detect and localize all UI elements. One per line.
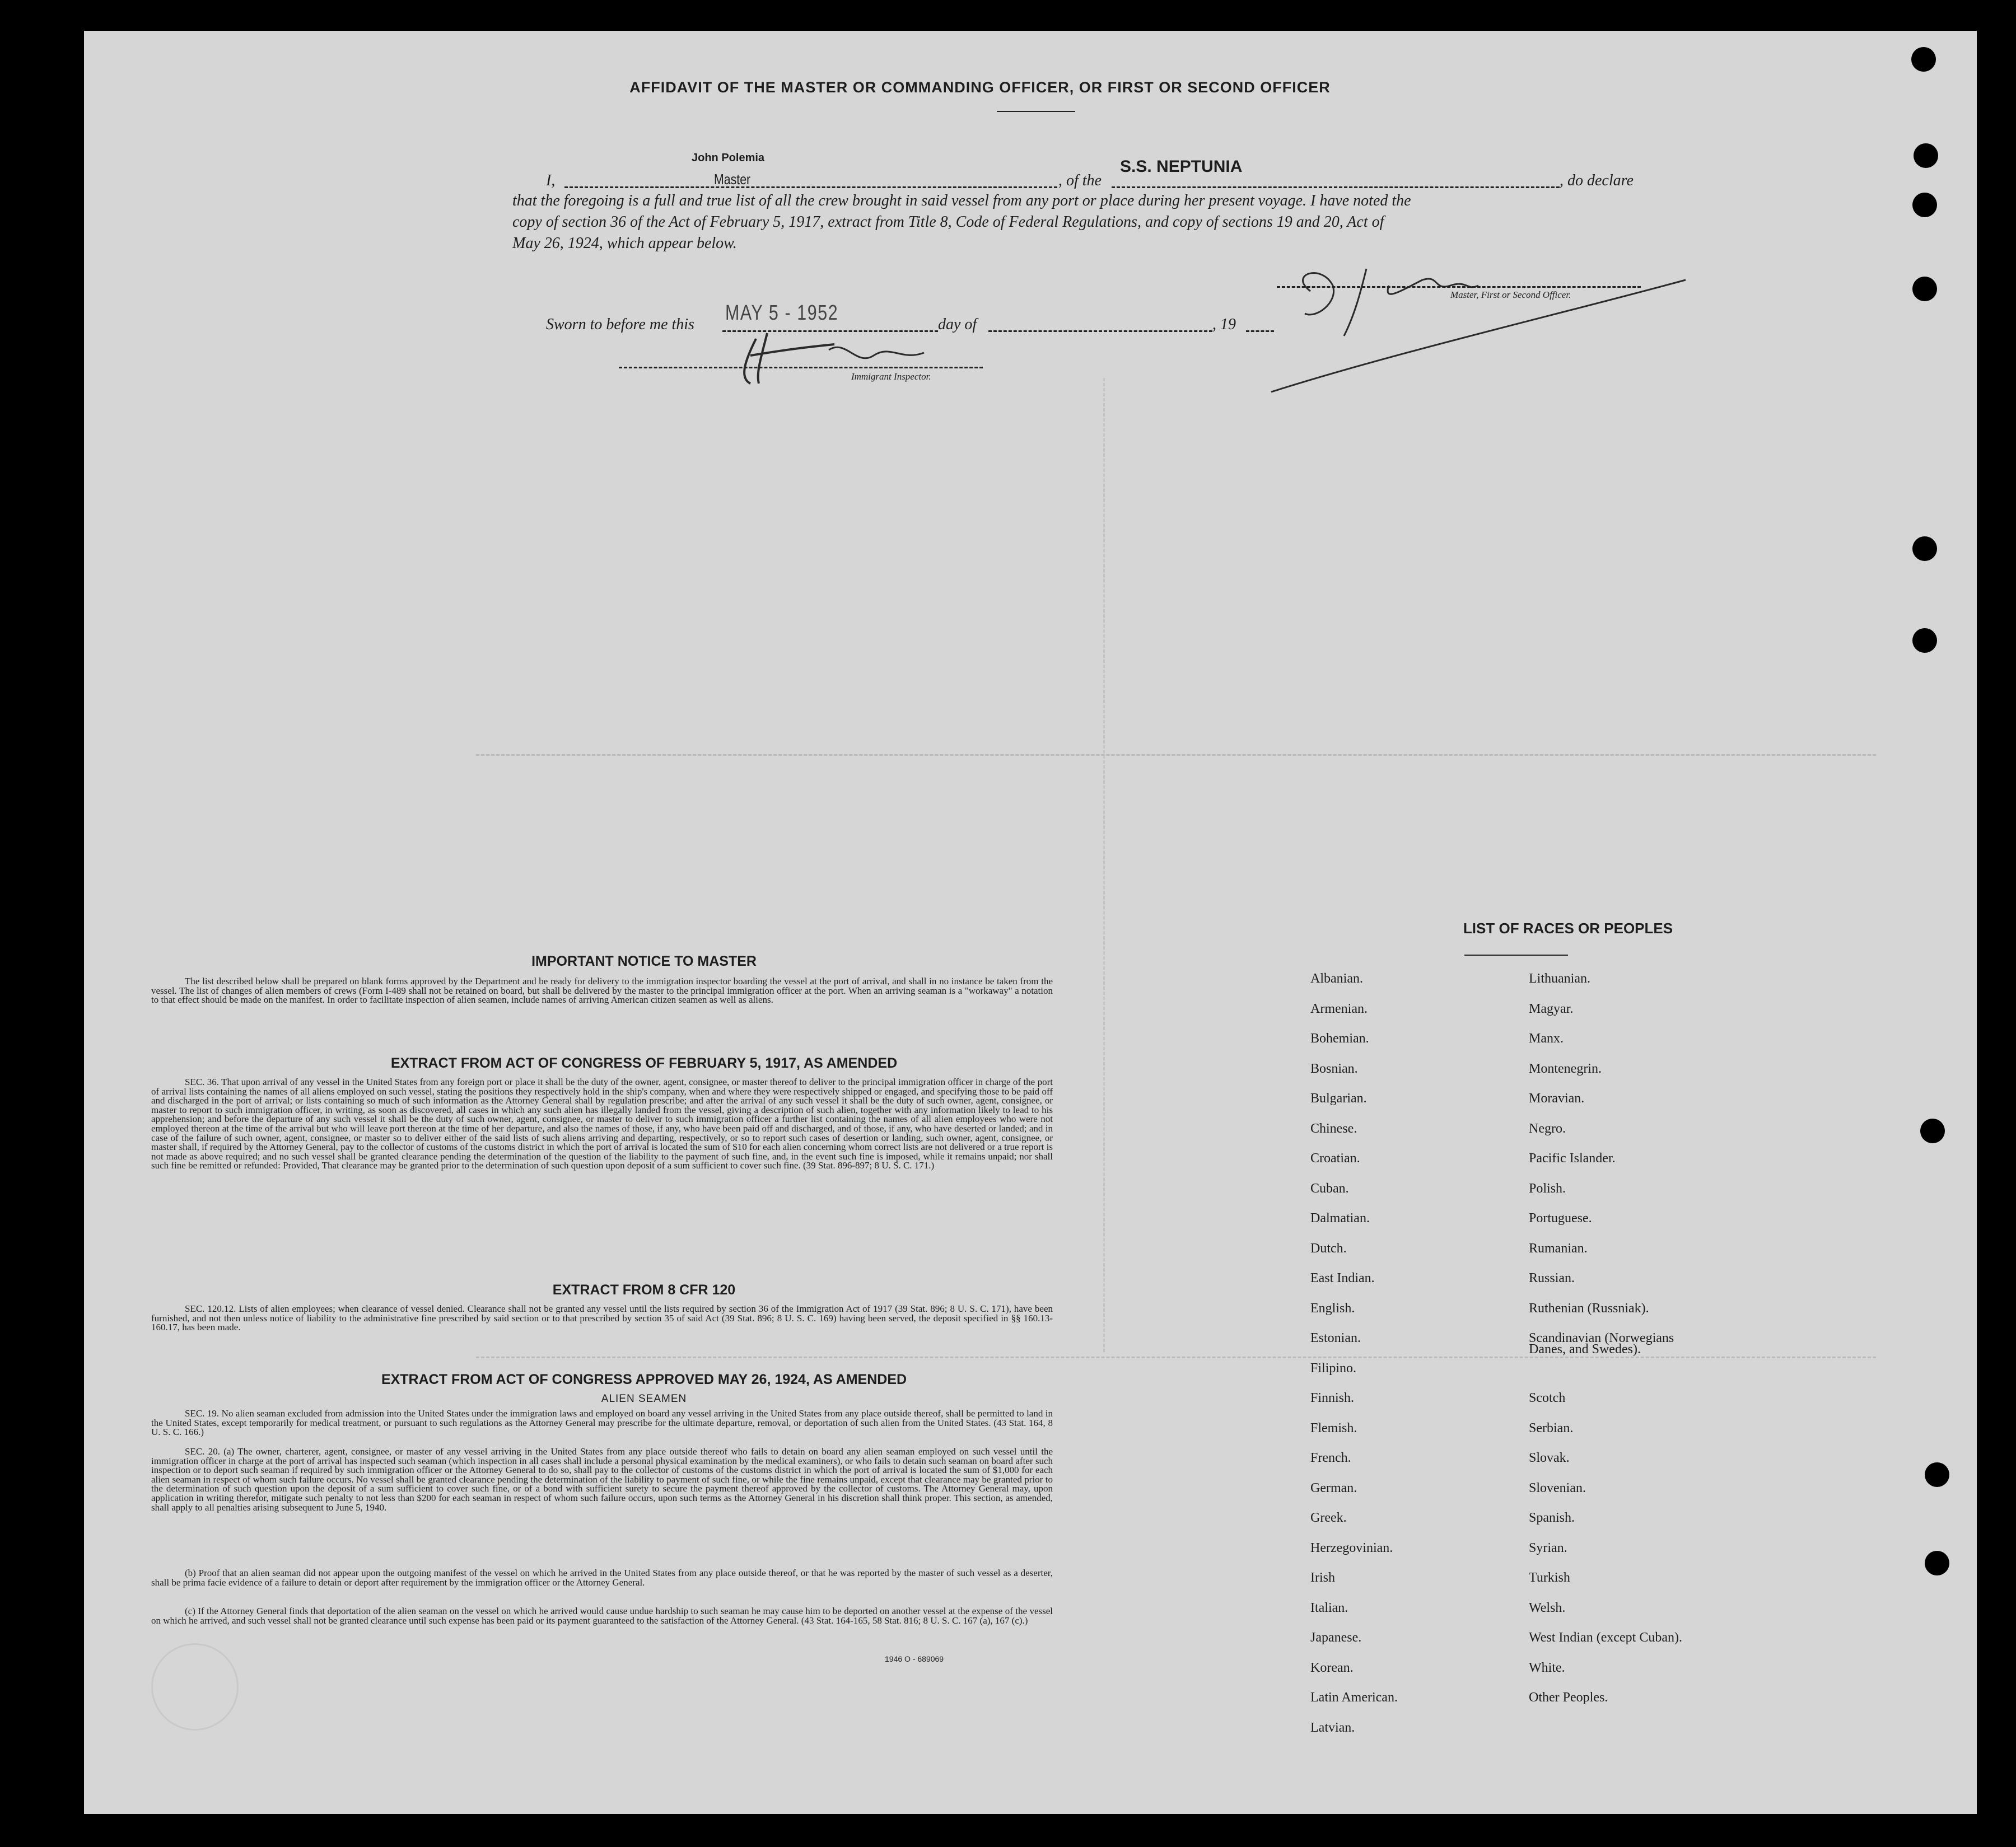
inspector-caption: Immigrant Inspector.: [851, 371, 931, 382]
race-right-item: Serbian.: [1529, 1420, 1574, 1435]
race-left-item: Chinese.: [1310, 1121, 1357, 1136]
master-signature-line: [1277, 286, 1641, 288]
race-left-item: Irish: [1310, 1570, 1335, 1585]
race-right-item: Spanish.: [1529, 1511, 1575, 1525]
race-left-item: Filipino.: [1310, 1360, 1357, 1376]
race-right-item: Rumanian.: [1529, 1241, 1588, 1256]
extract-cfr-text: SEC. 120.12. Lists of alien employees; when clearance of vessel denied. Clearance shall not be granted any vessel until the lists required by section 36 of the Immigration Act of 1917 (39 Stat. 896; 8 U. S. C. 171), have been furnished, and not then unless notice of liability to the administrative fine prescribed by said section or to that prescribed by section 35 of said Act (39 Stat. 896; 8 U. S. C. 169) having been served, the deposit specified in §§ 160.13-160.17, has been made.: [151, 1303, 1053, 1333]
race-right-item: Lithuanian.: [1529, 971, 1590, 986]
races-title-underline: [1464, 955, 1568, 956]
race-left-item: Bohemian.: [1310, 1031, 1369, 1046]
race-scandinavian-continued: Danes, and Swedes).: [1529, 1342, 1641, 1357]
bleed-through-column: [1103, 378, 1105, 1352]
race-right-item: Scotch: [1529, 1391, 1566, 1405]
race-left-item: Herzegovinian.: [1310, 1540, 1393, 1555]
master-caption: Master, First or Second Officer.: [1450, 289, 1571, 300]
race-left-item: Japanese.: [1310, 1630, 1362, 1645]
race-left-item: Albanian.: [1310, 971, 1363, 986]
race-right-item: Russian.: [1529, 1271, 1575, 1285]
race-left-item: Croatian.: [1310, 1151, 1360, 1166]
race-left-item: Cuban.: [1310, 1181, 1349, 1196]
day-of-line: [988, 330, 1212, 332]
document-page: [84, 31, 1977, 1814]
bleed-through-row: [476, 754, 1876, 756]
binder-hole: [1912, 536, 1937, 561]
binder-hole: [1911, 47, 1936, 72]
year-label: , 19: [1212, 316, 1236, 333]
i-label: I,: [546, 172, 556, 189]
binder-hole: [1925, 1462, 1949, 1487]
race-right-item: Manx.: [1529, 1031, 1564, 1046]
race-right-item: Slovenian.: [1529, 1480, 1586, 1495]
race-left-item: Latvian.: [1310, 1720, 1355, 1735]
race-right-item: Pacific Islander.: [1529, 1151, 1616, 1166]
race-right-item: Slovak.: [1529, 1451, 1570, 1465]
race-right-item: Portuguese.: [1529, 1211, 1592, 1226]
races-title: LIST OF RACES OR PEOPLES: [1463, 920, 1673, 937]
binder-hole: [1912, 628, 1937, 653]
race-left-item: Dutch.: [1310, 1241, 1347, 1256]
race-left-item: Latin American.: [1310, 1690, 1398, 1705]
race-left-item: Greek.: [1310, 1511, 1347, 1525]
affidavit-body-line-3: May 26, 1924, which appear below.: [512, 235, 737, 252]
vessel-filled: S.S. NEPTUNIA: [1120, 157, 1243, 176]
race-right-item: Magyar.: [1529, 1001, 1574, 1016]
sworn-date-stamp: MAY 5 - 1952: [725, 301, 839, 325]
binder-hole: [1912, 193, 1937, 217]
binder-hole: [1912, 277, 1937, 301]
race-left-item: Armenian.: [1310, 1001, 1368, 1016]
extract-1924-sec19: SEC. 19. No alien seaman excluded from admission into the United States under the immigration laws and employed on board any vessel arriving in the United States from any place outside thereof, shall be permitted to land in the United States, except temporarily for medical treatment, or pursuant to such regulations as the Attorney General may prescribe for the ultimate departure, removal, or deportation of such alien from the United States. (43 Stat. 164, 8 U. S. C. 166.): [151, 1408, 1053, 1438]
title-underline: [997, 111, 1075, 112]
faint-circular-stamp: [151, 1643, 239, 1731]
extract-cfr-title: EXTRACT FROM 8 CFR 120: [552, 1282, 736, 1298]
extract-1924-sec20c: (c) If the Attorney General finds that deportation of the alien seaman on the vessel on which he arrived would cause undue hardship to such seaman he may cause him to be deported on another vessel at the expense of the vessel on which he arrived, and such vessel shall not be granted clearance until such expense has been paid or its payment guaranteed to the satisfaction of the Attorney General. (43 Stat. 164-165, 58 Stat. 816; 8 U. S. C. 167 (a), 167 (c).): [151, 1606, 1053, 1626]
do-declare-label: , do declare: [1560, 172, 1634, 189]
race-left-item: East Indian.: [1310, 1271, 1375, 1285]
extract-1917-title: EXTRACT FROM ACT OF CONGRESS OF FEBRUARY 5, 1917, AS AMENDED: [390, 1055, 898, 1071]
master-signature: [1254, 252, 1702, 398]
extract-1917-text: SEC. 36. That upon arrival of any vessel in the United States from any foreign port or place it shall be the duty of the owner, agent, consignee, or master thereof to deliver to the principal immigration officer in charge of the port of arrival lists containing the names of all aliens employed on such vessel, stating the positions they respectively hold in the ship's company, when and where they were respectively shipped or engaged, and specifying those to be paid off and discharged in the port of arrival; or lists containing so much of such information as the Attorney General shall by regulation prescribe; and after the arrival of any such vessel it shall be the duty of such owner, agent, consignee, or master to report to such immigration officer, in writing, as soon as discovered, all cases in which any such alien has illegally landed from the vessel, giving a description of such alien, together with any information likely to lead to his apprehension; and before the departure of any such vessel it shall be the duty of such owner, agent, consignee, or master to deliver to such immigration officer a further list containing the names of all alien employees who were not employed thereon at the time of the arrival but who will leave port thereon at the time of her departure, and also the names of those, if any, who have been paid off and discharged, and of those, if any, who have deserted or landed; and in case of the failure of such owner, agent, consignee, or master so to deliver either of the said lists of such aliens arriving and departing, respectively, or so to report such cases of desertion or landing, such owner, agent, consignee, or master shall, if required by the Attorney General, pay to the collector of customs of the customs district in which the port of arrival is located the sum of $10 for each alien concerning whom correct lists are not delivered or a true report is not made as above required; and no such vessel shall be granted clearance pending the determination of the question of the liability to the payment of such fine, and, in the event such fine is imposed, while it remains unpaid; nor shall such fine be remitted or refunded: Provided, That clearance may be granted prior to the determination of such question upon deposit of a sum sufficient to cover such fine. (39 Stat. 896-897; 8 U. S. C. 171.): [151, 1077, 1053, 1171]
race-left-item: Estonian.: [1310, 1331, 1361, 1345]
race-right-item: Negro.: [1529, 1121, 1566, 1136]
year-line: [1246, 330, 1274, 332]
affidavit-body-line-2: copy of section 36 of the Act of February 5, 1917, extract from Title 8, Code of Federal Regulations, and copy of sections 19 and 20, Act of: [512, 213, 1384, 231]
race-right-item: West Indian (except Cuban).: [1529, 1630, 1682, 1645]
race-right-item: Scandinavian (Norwegians: [1529, 1331, 1674, 1345]
day-of-label: day of: [938, 316, 977, 333]
extract-1924-subtitle: ALIEN SEAMEN: [601, 1393, 687, 1405]
binder-hole: [1920, 1119, 1945, 1143]
race-left-item: Korean.: [1310, 1660, 1354, 1675]
sworn-label: Sworn to before me this: [546, 316, 694, 333]
notice-title: IMPORTANT NOTICE TO MASTER: [531, 953, 757, 969]
race-right-item: Turkish: [1529, 1570, 1570, 1585]
bleed-through-row: [476, 1357, 1876, 1358]
affidavit-title: AFFIDAVIT OF THE MASTER OR COMMANDING OFFICER, OR FIRST OR SECOND OFFICER: [629, 79, 1331, 96]
race-right-item: Other Peoples.: [1529, 1690, 1608, 1705]
race-right-item: Polish.: [1529, 1181, 1566, 1196]
race-left-item: English.: [1310, 1301, 1355, 1316]
role-filled: Master: [714, 171, 751, 188]
race-left-item: German.: [1310, 1480, 1357, 1495]
vessel-line: [1112, 186, 1560, 188]
race-right-item: Moravian.: [1529, 1091, 1585, 1106]
race-right-item: Welsh.: [1529, 1600, 1566, 1615]
race-right-item: Montenegrin.: [1529, 1061, 1602, 1076]
name-line: [564, 186, 1057, 188]
race-left-item: Bulgarian.: [1310, 1091, 1367, 1106]
race-left-item: Finnish.: [1310, 1391, 1355, 1405]
notice-text: The list described below shall be prepared on blank forms approved by the Department and be ready for delivery to the immigration inspector boarding the vessel at the port of arrival, and shall in no instance be taken from the vessel. The list of changes of alien members of crews (Form I-489 shall not be retained on board, but shall be delivered by the master to the principal immigration officer at the port. When an arriving seaman is a "workaway" a notation to that effect should be made on the manifest. In order to facilitate inspection of alien seamen, include names of arriving American citizen seamen as well as aliens.: [151, 976, 1053, 1006]
inspector-signature-line: [619, 367, 983, 368]
extract-1924-sec20b: (b) Proof that an alien seaman did not appear upon the outgoing manifest of the vessel on which he arrived in the United States from any place outside thereof, or that he was reported by the master of such vessel as a deserter, shall be prima facie evidence of a failure to detain or deport after requirement by the immigration officer or the Attorney General.: [151, 1568, 1053, 1588]
binder-hole: [1914, 143, 1938, 168]
race-left-item: Italian.: [1310, 1600, 1348, 1615]
extract-1924-title: EXTRACT FROM ACT OF CONGRESS APPROVED MAY 26, 1924, AS AMENDED: [381, 1372, 907, 1387]
race-left-item: French.: [1310, 1451, 1351, 1465]
extract-1924-sec20a: SEC. 20. (a) The owner, charterer, agent, consignee, or master of any vessel arriving in the United States from any place outside thereof who fails to detain on board any alien seaman employed on such vessel until the immigration officer in charge at the port of arrival has inspected such seaman (which inspection in all cases shall include a personal physical examination by the medical examiners), or who fails to detain such seaman on board after such inspection or to deport such seaman if required by such immigration officer or the Attorney General to do so, shall pay to the collector of customs of the customs district in which the port of arrival is located the sum of $1,000 for each alien seaman in respect of whom such failure occurs. No vessel shall be granted clearance pending the determination of the liability to payment of such fine, or while the fine remains unpaid, except that clearance may be granted prior to the determination of such question upon the deposit of a sum sufficient to cover such fine, or of a bond with sufficient surety to secure the payment thereof approved by the collector of customs. The Attorney General may, upon application in writing therefor, mitigate such penalty to not less than $200 for each seaman in respect of whom such failure occurs, upon such terms as the Attorney General in his discretion shall think proper. This section, as amended, shall apply to all penalties arising subsequent to June 5, 1940.: [151, 1446, 1053, 1513]
of-the-label: , of the: [1058, 172, 1102, 189]
binder-hole: [1925, 1551, 1949, 1575]
race-left-item: Dalmatian.: [1310, 1211, 1370, 1226]
print-code: 1946 O - 689069: [885, 1654, 944, 1663]
race-right-item: White.: [1529, 1660, 1565, 1675]
race-right-item: Ruthenian (Russniak).: [1529, 1301, 1649, 1316]
affidavit-body-line-1: that the foregoing is a full and true list of all the crew brought in said vessel from any port or place during her present voyage. I have noted the: [512, 192, 1411, 209]
race-left-item: Flemish.: [1310, 1420, 1357, 1435]
race-left-item: Bosnian.: [1310, 1061, 1358, 1076]
race-right-item: Syrian.: [1529, 1540, 1567, 1555]
name-filled: John Polemia: [692, 152, 765, 164]
